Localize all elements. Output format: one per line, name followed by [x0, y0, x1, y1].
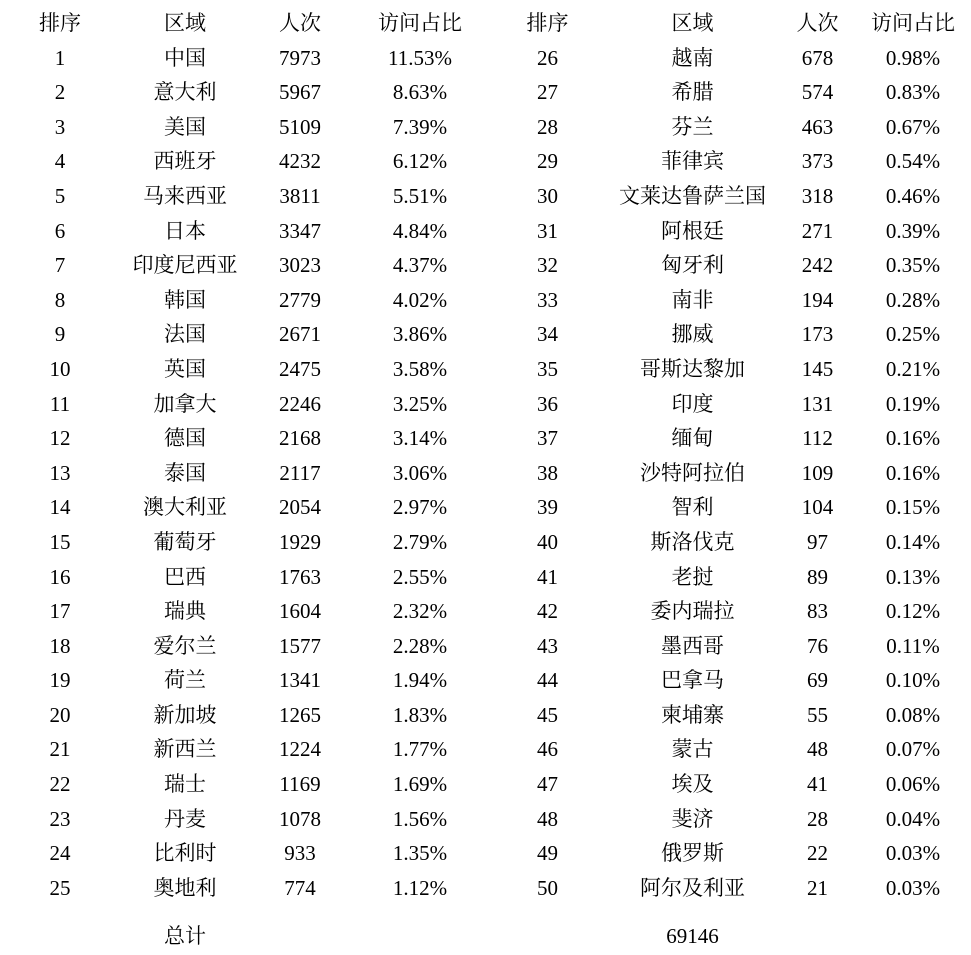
count-cell: 1169 [279, 772, 321, 797]
area-cell: 西班牙 [153, 149, 217, 174]
count-cell: 1265 [279, 702, 321, 727]
percent-cell: 0.13% [885, 564, 941, 589]
table-row [490, 421, 971, 456]
table-row [490, 283, 971, 318]
area-cell: 葡萄牙 [153, 529, 217, 554]
percent-cell: 0.28% [885, 287, 941, 312]
percent-cell: 1.83% [392, 702, 448, 727]
rank-cell: 38 [537, 460, 558, 485]
percent-cell: 3.86% [392, 322, 448, 347]
percent-cell: 8.63% [392, 80, 448, 105]
count-cell: 145 [801, 356, 834, 381]
percent-cell: 0.39% [885, 218, 941, 243]
percent-cell: 5.51% [392, 183, 448, 208]
count-cell: 3347 [279, 218, 321, 243]
rank-cell: 28 [537, 114, 558, 139]
rank-cell: 33 [537, 287, 558, 312]
area-cell: 新加坡 [153, 702, 217, 727]
table-row [490, 144, 971, 179]
area-cell: 英国 [164, 356, 206, 381]
count-cell: 463 [801, 114, 834, 139]
rank-cell: 2 [54, 80, 66, 105]
rank-cell: 40 [537, 529, 558, 554]
table-row [0, 456, 490, 491]
rank-cell: 19 [49, 668, 71, 693]
count-cell: 2671 [279, 322, 321, 347]
rank-cell: 27 [537, 80, 558, 105]
table-row [490, 179, 971, 214]
percent-cell: 1.12% [392, 875, 448, 900]
count-cell: 2117 [279, 460, 321, 485]
count-cell: 933 [284, 841, 316, 866]
area-cell: 德国 [164, 426, 206, 451]
rank-cell: 48 [537, 806, 558, 831]
rank-cell: 10 [49, 356, 71, 381]
table-row [0, 283, 490, 318]
table-row [0, 767, 490, 802]
percent-cell: 0.10% [885, 668, 941, 693]
area-cell: 俄罗斯 [661, 841, 724, 866]
area-cell: 加拿大 [153, 391, 217, 416]
table-row [490, 525, 971, 560]
table-row [490, 110, 971, 145]
rank-cell: 6 [54, 218, 66, 243]
percent-cell: 4.84% [392, 218, 448, 243]
count-cell: 83 [807, 599, 828, 624]
table-body-right [490, 41, 971, 906]
area-cell: 蒙古 [671, 737, 714, 762]
rank-cell: 36 [537, 391, 558, 416]
table-row [0, 525, 490, 560]
count-cell: 131 [801, 391, 834, 416]
area-cell: 爱尔兰 [153, 633, 217, 658]
count-cell: 1604 [279, 599, 321, 624]
table-body-left [0, 41, 490, 906]
percent-cell: 0.83% [885, 80, 941, 105]
rank-cell: 16 [49, 564, 71, 589]
column-header-area: 区域 [164, 11, 206, 35]
count-cell: 1078 [279, 806, 321, 831]
table-row [490, 317, 971, 352]
table-row [490, 698, 971, 733]
table-row [0, 179, 490, 214]
count-cell: 271 [801, 218, 834, 243]
table-row [490, 767, 971, 802]
table-row [0, 317, 490, 352]
area-cell: 荷兰 [164, 668, 206, 693]
percent-cell: 1.77% [392, 737, 448, 762]
rank-cell: 37 [537, 426, 558, 451]
area-cell: 新西兰 [153, 737, 217, 762]
area-cell: 马来西亚 [143, 183, 227, 208]
table-row [0, 663, 490, 698]
area-cell: 阿根廷 [661, 218, 724, 243]
area-cell: 中国 [164, 45, 206, 70]
area-cell: 巴西 [164, 564, 206, 589]
percent-cell: 0.98% [885, 45, 941, 70]
table-row [490, 871, 971, 906]
percent-cell: 0.46% [885, 183, 941, 208]
table-row [0, 871, 490, 906]
table-row [0, 352, 490, 387]
area-cell: 泰国 [164, 460, 206, 485]
rank-cell: 14 [49, 495, 71, 520]
count-cell: 7973 [279, 45, 321, 70]
column-header-count: 人次 [796, 11, 839, 35]
table-row [490, 490, 971, 525]
percent-cell: 0.04% [885, 806, 941, 831]
count-cell: 1929 [279, 529, 321, 554]
table-row [0, 594, 490, 629]
rank-cell: 21 [49, 737, 71, 762]
percent-cell: 2.28% [392, 633, 448, 658]
percent-cell: 0.06% [885, 772, 941, 797]
count-cell: 21 [807, 875, 828, 900]
percent-cell: 1.69% [392, 772, 448, 797]
percent-cell: 0.16% [885, 460, 941, 485]
count-cell: 69 [807, 668, 828, 693]
area-cell: 越南 [671, 45, 714, 70]
count-cell: 2475 [279, 356, 321, 381]
column-header-rank: 排序 [526, 11, 569, 35]
rank-cell: 15 [49, 529, 71, 554]
table-row [490, 41, 971, 76]
count-cell: 2779 [279, 287, 321, 312]
rank-cell: 26 [537, 45, 558, 70]
table-row [490, 560, 971, 595]
count-cell: 3811 [279, 183, 321, 208]
percent-cell: 0.35% [885, 253, 941, 278]
rank-cell: 34 [537, 322, 558, 347]
area-cell: 印度 [671, 391, 714, 416]
percent-cell: 0.03% [885, 841, 941, 866]
rank-cell: 9 [54, 322, 66, 347]
count-cell: 28 [807, 806, 828, 831]
table-row [0, 75, 490, 110]
column-header-area: 区域 [671, 11, 714, 35]
count-cell: 22 [807, 841, 828, 866]
area-cell: 奥地利 [153, 875, 217, 900]
count-cell: 2246 [279, 391, 321, 416]
rank-cell: 25 [49, 875, 71, 900]
rank-cell: 50 [537, 875, 558, 900]
area-cell: 丹麦 [164, 806, 206, 831]
area-cell: 韩国 [164, 287, 206, 312]
table-row [0, 144, 490, 179]
table-row [0, 214, 490, 249]
count-cell: 48 [807, 737, 828, 762]
percent-cell: 2.55% [392, 564, 448, 589]
rank-cell: 8 [54, 287, 66, 312]
percent-cell: 0.15% [885, 495, 941, 520]
total-label: 总计 [164, 924, 206, 948]
area-cell: 印度尼西亚 [132, 253, 238, 278]
area-cell: 瑞士 [164, 772, 206, 797]
table-row [490, 352, 971, 387]
percent-cell: 1.56% [392, 806, 448, 831]
rank-cell: 31 [537, 218, 558, 243]
area-cell: 法国 [164, 322, 206, 347]
count-cell: 774 [284, 875, 316, 900]
rank-cell: 29 [537, 149, 558, 174]
rank-cell: 18 [49, 633, 71, 658]
region-visits-table-right [490, 6, 971, 905]
area-cell: 阿尔及利亚 [640, 875, 745, 900]
count-cell: 194 [801, 287, 834, 312]
table-row [490, 732, 971, 767]
rank-cell: 17 [49, 599, 71, 624]
count-cell: 5967 [279, 80, 321, 105]
percent-cell: 2.97% [392, 495, 448, 520]
rank-cell: 22 [49, 772, 71, 797]
area-cell: 意大利 [153, 80, 217, 105]
table-row [0, 836, 490, 871]
column-header-rank: 排序 [39, 11, 81, 35]
count-cell: 574 [801, 80, 834, 105]
area-cell: 斐济 [671, 806, 714, 831]
total-value: 69146 [666, 924, 719, 948]
table-header-left [0, 6, 490, 41]
area-cell: 埃及 [671, 772, 714, 797]
table-row [0, 629, 490, 664]
table-row [0, 698, 490, 733]
rank-cell: 41 [537, 564, 558, 589]
rank-cell: 7 [54, 253, 66, 278]
area-cell: 智利 [671, 495, 714, 520]
count-cell: 97 [807, 529, 828, 554]
percent-cell: 0.08% [885, 702, 941, 727]
table-row [0, 421, 490, 456]
rank-cell: 20 [49, 702, 71, 727]
rank-cell: 46 [537, 737, 558, 762]
rank-cell: 5 [54, 183, 66, 208]
region-visits-table-left [0, 6, 490, 905]
table-row [490, 629, 971, 664]
percent-cell: 2.79% [392, 529, 448, 554]
area-cell: 沙特阿拉伯 [640, 460, 745, 485]
percent-cell: 3.14% [392, 426, 448, 451]
percent-cell: 2.32% [392, 599, 448, 624]
area-cell: 墨西哥 [661, 633, 724, 658]
rank-cell: 30 [537, 183, 558, 208]
table-row [0, 732, 490, 767]
count-cell: 4232 [279, 149, 321, 174]
percent-cell: 3.25% [392, 391, 448, 416]
area-cell: 老挝 [671, 564, 714, 589]
area-cell: 柬埔寨 [661, 702, 724, 727]
area-cell: 挪威 [671, 322, 714, 347]
area-cell: 斯洛伐克 [650, 529, 735, 554]
percent-cell: 0.12% [885, 599, 941, 624]
percent-cell: 0.16% [885, 426, 941, 451]
percent-cell: 0.11% [886, 633, 940, 658]
percent-cell: 1.94% [392, 668, 448, 693]
percent-cell: 0.14% [885, 529, 941, 554]
rank-cell: 39 [537, 495, 558, 520]
rank-cell: 4 [54, 149, 66, 174]
rank-cell: 45 [537, 702, 558, 727]
area-cell: 菲律宾 [661, 149, 724, 174]
percent-cell: 0.07% [885, 737, 941, 762]
rank-cell: 47 [537, 772, 558, 797]
count-cell: 55 [807, 702, 828, 727]
rank-cell: 12 [49, 426, 71, 451]
header-row [490, 6, 971, 41]
count-cell: 104 [801, 495, 834, 520]
column-header-count: 人次 [279, 11, 321, 35]
rank-cell: 23 [49, 806, 71, 831]
count-cell: 373 [801, 149, 834, 174]
rank-cell: 44 [537, 668, 558, 693]
percent-cell: 0.19% [885, 391, 941, 416]
rank-cell: 24 [49, 841, 71, 866]
table-row [0, 41, 490, 76]
area-cell: 文莱达鲁萨兰国 [619, 183, 766, 208]
table-row [490, 836, 971, 871]
total-row [0, 918, 971, 954]
area-cell: 匈牙利 [661, 253, 724, 278]
count-cell: 41 [807, 772, 828, 797]
table-row [490, 663, 971, 698]
count-cell: 318 [801, 183, 834, 208]
table-row [0, 387, 490, 422]
rank-cell: 49 [537, 841, 558, 866]
table-row [0, 110, 490, 145]
table-row [490, 75, 971, 110]
area-cell: 缅甸 [671, 426, 714, 451]
area-cell: 比利时 [153, 841, 217, 866]
table-row [0, 560, 490, 595]
count-cell: 1224 [279, 737, 321, 762]
count-cell: 109 [801, 460, 834, 485]
rank-cell: 42 [537, 599, 558, 624]
area-cell: 南非 [671, 287, 714, 312]
header-row [0, 6, 490, 41]
area-cell: 日本 [164, 218, 206, 243]
area-cell: 美国 [164, 114, 206, 139]
table-row [0, 802, 490, 837]
rank-cell: 13 [49, 460, 71, 485]
rank-cell: 11 [49, 391, 71, 416]
percent-cell: 6.12% [392, 149, 448, 174]
count-cell: 89 [807, 564, 828, 589]
percent-cell: 1.35% [392, 841, 448, 866]
area-cell: 芬兰 [671, 114, 714, 139]
area-cell: 希腊 [671, 80, 714, 105]
count-cell: 1763 [279, 564, 321, 589]
table-header-right [490, 6, 971, 41]
table-row [490, 456, 971, 491]
rank-cell: 35 [537, 356, 558, 381]
table-row [0, 490, 490, 525]
rank-cell: 43 [537, 633, 558, 658]
percent-cell: 3.58% [392, 356, 448, 381]
percent-cell: 0.21% [885, 356, 941, 381]
count-cell: 2168 [279, 426, 321, 451]
count-cell: 76 [807, 633, 828, 658]
area-cell: 巴拿马 [661, 668, 724, 693]
column-header-percent: 访问占比 [378, 11, 462, 35]
percent-cell: 4.02% [392, 287, 448, 312]
count-cell: 3023 [279, 253, 321, 278]
column-header-percent: 访问占比 [871, 11, 955, 35]
count-cell: 1577 [279, 633, 321, 658]
percent-cell: 4.37% [392, 253, 448, 278]
area-cell: 瑞典 [164, 599, 206, 624]
rank-cell: 1 [54, 45, 66, 70]
table-row [490, 387, 971, 422]
percent-cell: 0.25% [885, 322, 941, 347]
table-row [490, 214, 971, 249]
count-cell: 2054 [279, 495, 321, 520]
percent-cell: 7.39% [392, 114, 448, 139]
percent-cell: 0.67% [885, 114, 941, 139]
count-cell: 5109 [279, 114, 321, 139]
count-cell: 173 [801, 322, 834, 347]
table-row [490, 802, 971, 837]
percent-cell: 0.03% [885, 875, 941, 900]
table-row [490, 594, 971, 629]
area-cell: 委内瑞拉 [650, 599, 735, 624]
area-cell: 澳大利亚 [143, 495, 227, 520]
count-cell: 678 [801, 45, 834, 70]
table-row [0, 248, 490, 283]
percent-cell: 0.54% [885, 149, 941, 174]
count-cell: 112 [802, 426, 833, 451]
count-cell: 242 [801, 253, 834, 278]
rank-cell: 3 [54, 114, 66, 139]
percent-cell: 11.53% [388, 45, 452, 70]
table-row [490, 248, 971, 283]
area-cell: 哥斯达黎加 [640, 356, 745, 381]
count-cell: 1341 [279, 668, 321, 693]
rank-cell: 32 [537, 253, 558, 278]
percent-cell: 3.06% [392, 460, 448, 485]
